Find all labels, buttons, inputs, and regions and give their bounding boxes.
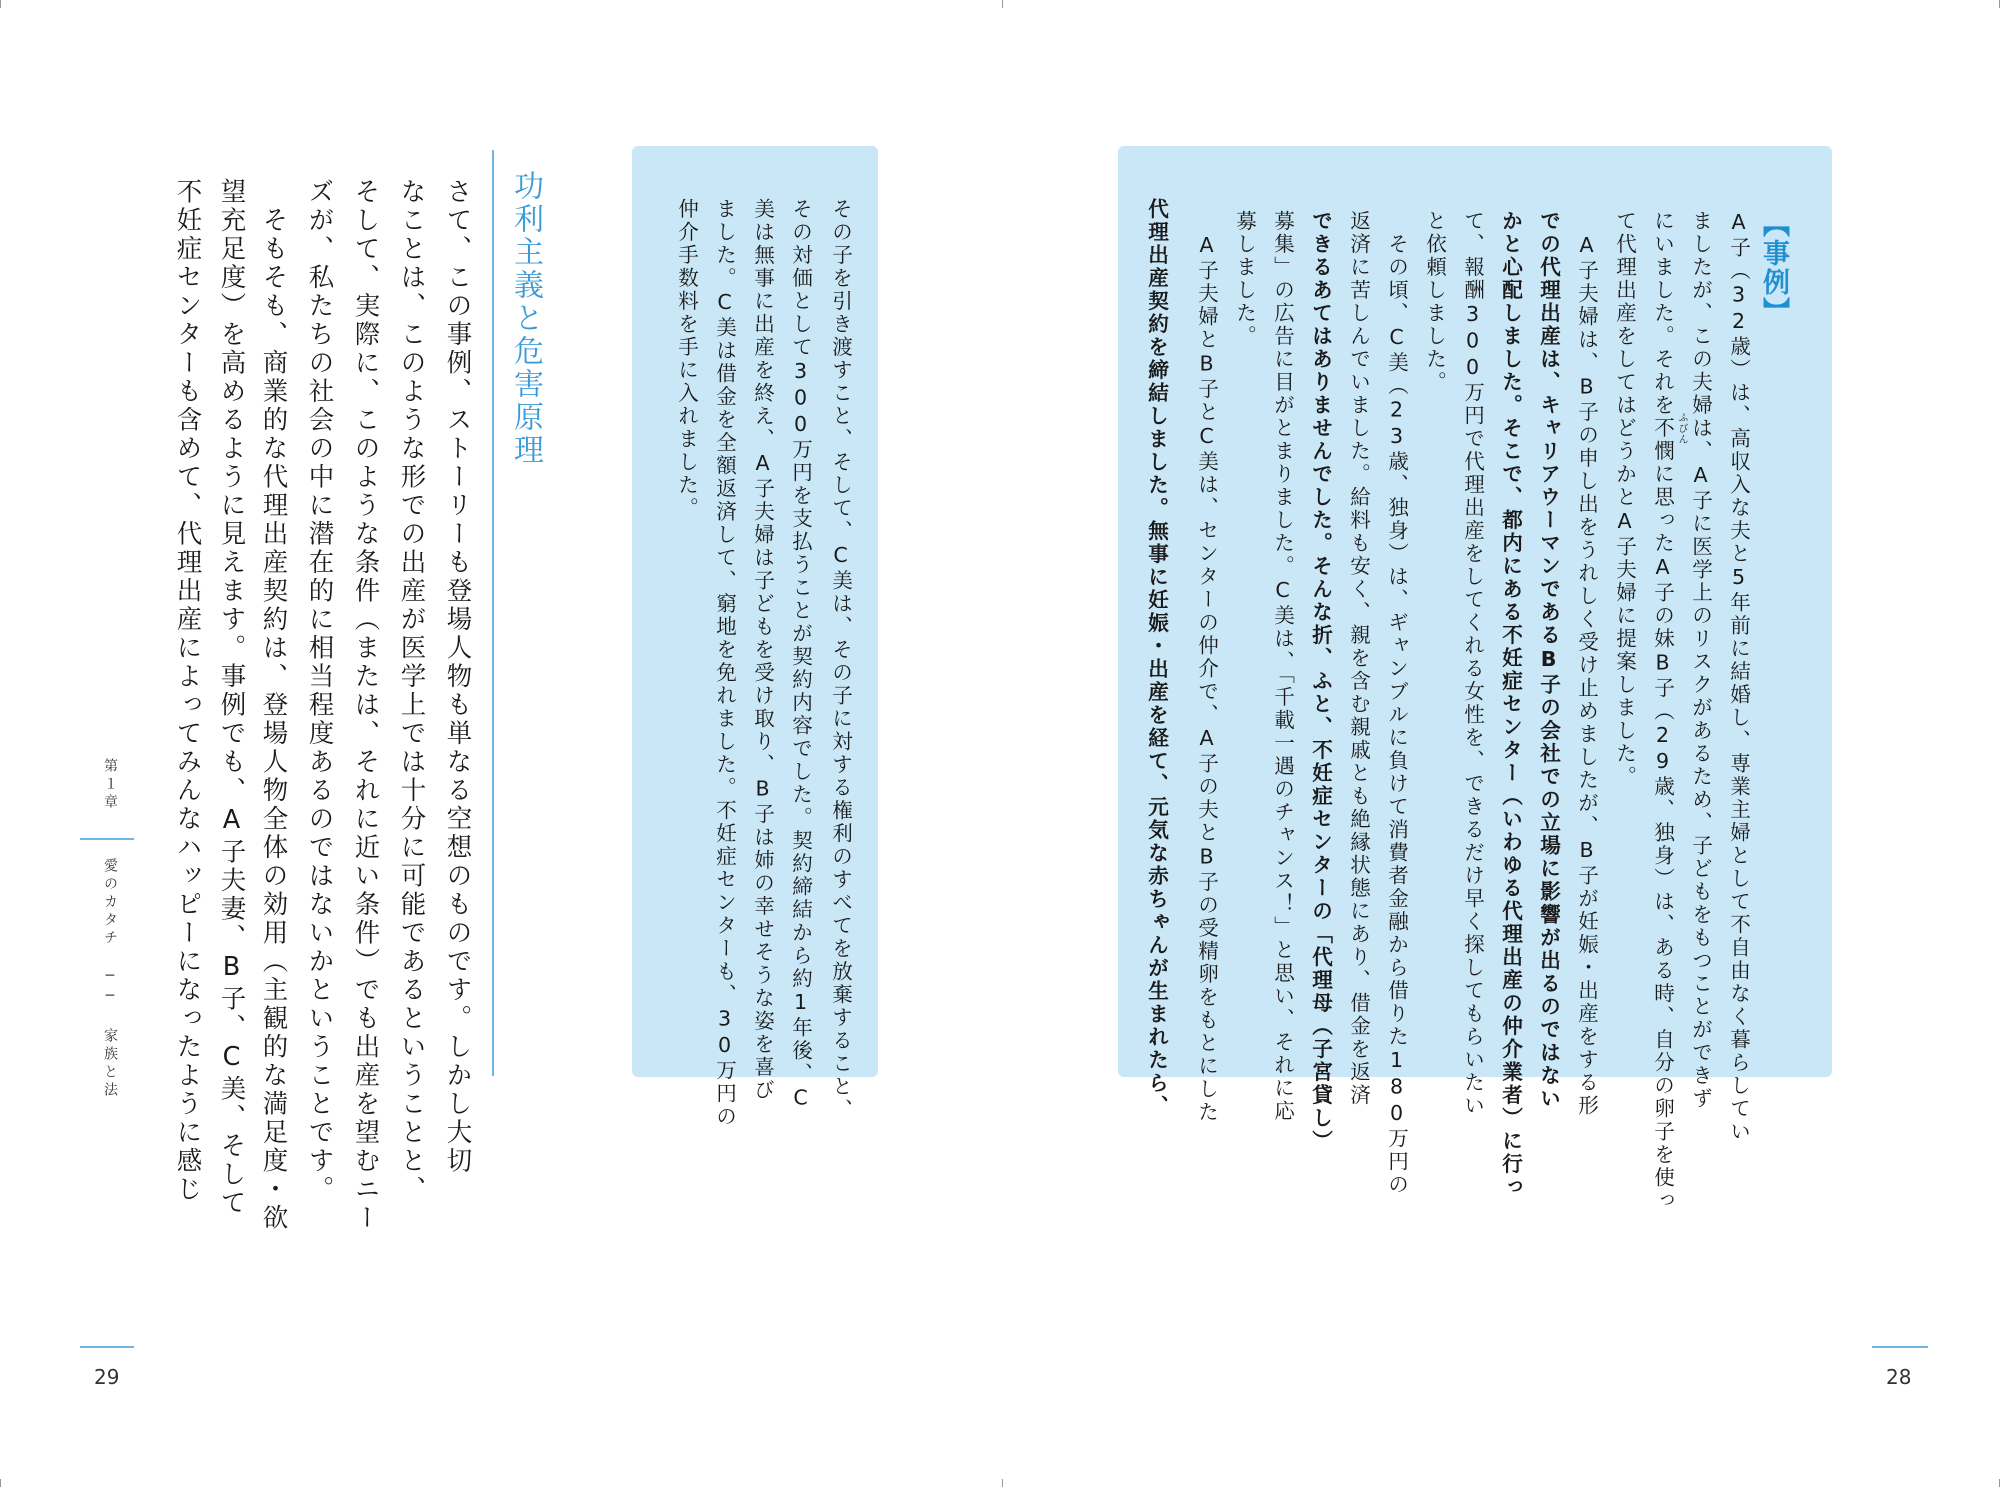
case-line: と依頼しました。	[1422, 210, 1447, 394]
section-heading: 功利主義と危害原理	[508, 170, 543, 467]
crop-mark-bottom-left	[0, 1479, 1, 1487]
body-text-line: なことは、このような形での出産が医学上では十分に可能であるということと、	[396, 178, 427, 1204]
case-line: かと心配しました。そこで、都内にある不妊症センター（いわゆる代理出産の仲介業者）に行っ	[1498, 210, 1523, 1199]
case-line: て、報酬300万円で代理出産をしてくれる女性を、できるだけ早く探してもらいたい	[1460, 210, 1485, 1118]
body-text-line: ズが、私たちの社会の中に潜在的に相当程度あるのではないかということです。	[304, 178, 335, 1204]
crop-mark-top-left	[0, 0, 1, 8]
case-line: にいました。それを不憫に思ったA子の妹B子（29歳、独身）は、ある時、自分の卵子を使っ	[1650, 210, 1675, 1213]
section-heading-rule	[492, 150, 494, 1076]
page-number: 28	[1886, 1365, 1912, 1389]
case-continued-line: その対価として300万円を支払うことが契約内容でした。契約締結から約1年後、C	[788, 198, 813, 1112]
crop-mark-bottom-center	[1002, 1479, 1003, 1487]
case-line: A子（32歳）は、高収入な夫と5年前に結婚し、専業主婦として不自由なく暮らしてい	[1726, 210, 1751, 1144]
case-line: て代理出産をしてはどうかとA子夫婦に提案しました。	[1612, 210, 1637, 789]
body-text-line: そして、実際に、このような条件（または、それに近い条件）でも出産を望むニー	[350, 178, 381, 1233]
page-number: 29	[94, 1365, 120, 1389]
body-text-line: さて、この事例、ストーリーも登場人物も単なる空想のものです。しかし大切	[442, 178, 473, 1176]
case-continued-line: その子を引き渡すこと、そして、C美は、その子に対する権利のすべてを放棄すること、	[828, 198, 853, 1122]
case-continued-line: 美は無事に出産を終え、A子夫婦は子どもを受け取り、B子は姉の幸せそうな姿を喜び	[750, 198, 775, 1102]
case-line: 募集」の広告に目がとまりました。C美は、「千載一遇のチャンス！」と思い、それに応	[1270, 210, 1295, 1124]
case-line: 返済に苦しんでいました。給料も安く、親を含む親戚とも絶縁状態にあり、借金を返済	[1346, 210, 1371, 1107]
furigana: ふびん	[1676, 412, 1687, 445]
case-line: ましたが、この夫婦は、A子に医学上のリスクがあるため、子どもをもつことができず	[1688, 210, 1713, 1111]
running-head-chapter: 第１章	[102, 758, 118, 812]
case-line: できるあてはありませんでした。そんな折、ふと、不妊症センターの「代理母（子宮貸し）	[1308, 210, 1333, 1153]
body-text-line: 不妊症センターも含めて、代理出産によってみんなハッピーになったように感じ	[172, 178, 203, 1204]
case-label: 【事例】	[1758, 210, 1789, 326]
case-line: A子夫婦は、B子の申し出をうれしく受け止めましたが、B子が妊娠・出産をする形	[1574, 210, 1599, 1118]
body-text-line: そもそも、商業的な代理出産契約は、登場人物全体の効用（主観的な満足度・欲	[258, 178, 289, 1233]
case-line: A子夫婦とB子とC美は、センターの仲介で、A子の夫とB子の受精卵をもとにした	[1194, 210, 1219, 1124]
body-text-line: 望充足度）を高めるように見えます。事例でも、A子夫妻、B子、C美、そして	[216, 178, 247, 1218]
case-continued-line: 仲介手数料を手に入れました。	[674, 198, 699, 520]
page-number-rule	[1872, 1346, 1928, 1348]
crop-mark-top-center	[1002, 0, 1003, 8]
case-continued-line: ました。C美は借金を全額返済して、窮地を免れました。不妊症センターも、30万円の	[712, 198, 737, 1129]
case-line: その頃、C美（23歳、独身）は、ギャンブルに負けて消費者金融から借りた180万円の	[1384, 210, 1409, 1197]
case-line: での代理出産は、キャリアウーマンであるB子の会社での立場に影響が出るのではない	[1536, 210, 1561, 1111]
running-head-rule	[80, 838, 134, 840]
case-line: 募しました。	[1232, 210, 1257, 348]
page-number-rule	[80, 1346, 134, 1348]
running-head-title: 愛のカタチ ── 家族と法	[102, 858, 118, 1100]
case-line: 代理出産契約を締結しました。無事に妊娠・出産を経て、元気な赤ちゃんが生まれたら、	[1144, 198, 1169, 1118]
